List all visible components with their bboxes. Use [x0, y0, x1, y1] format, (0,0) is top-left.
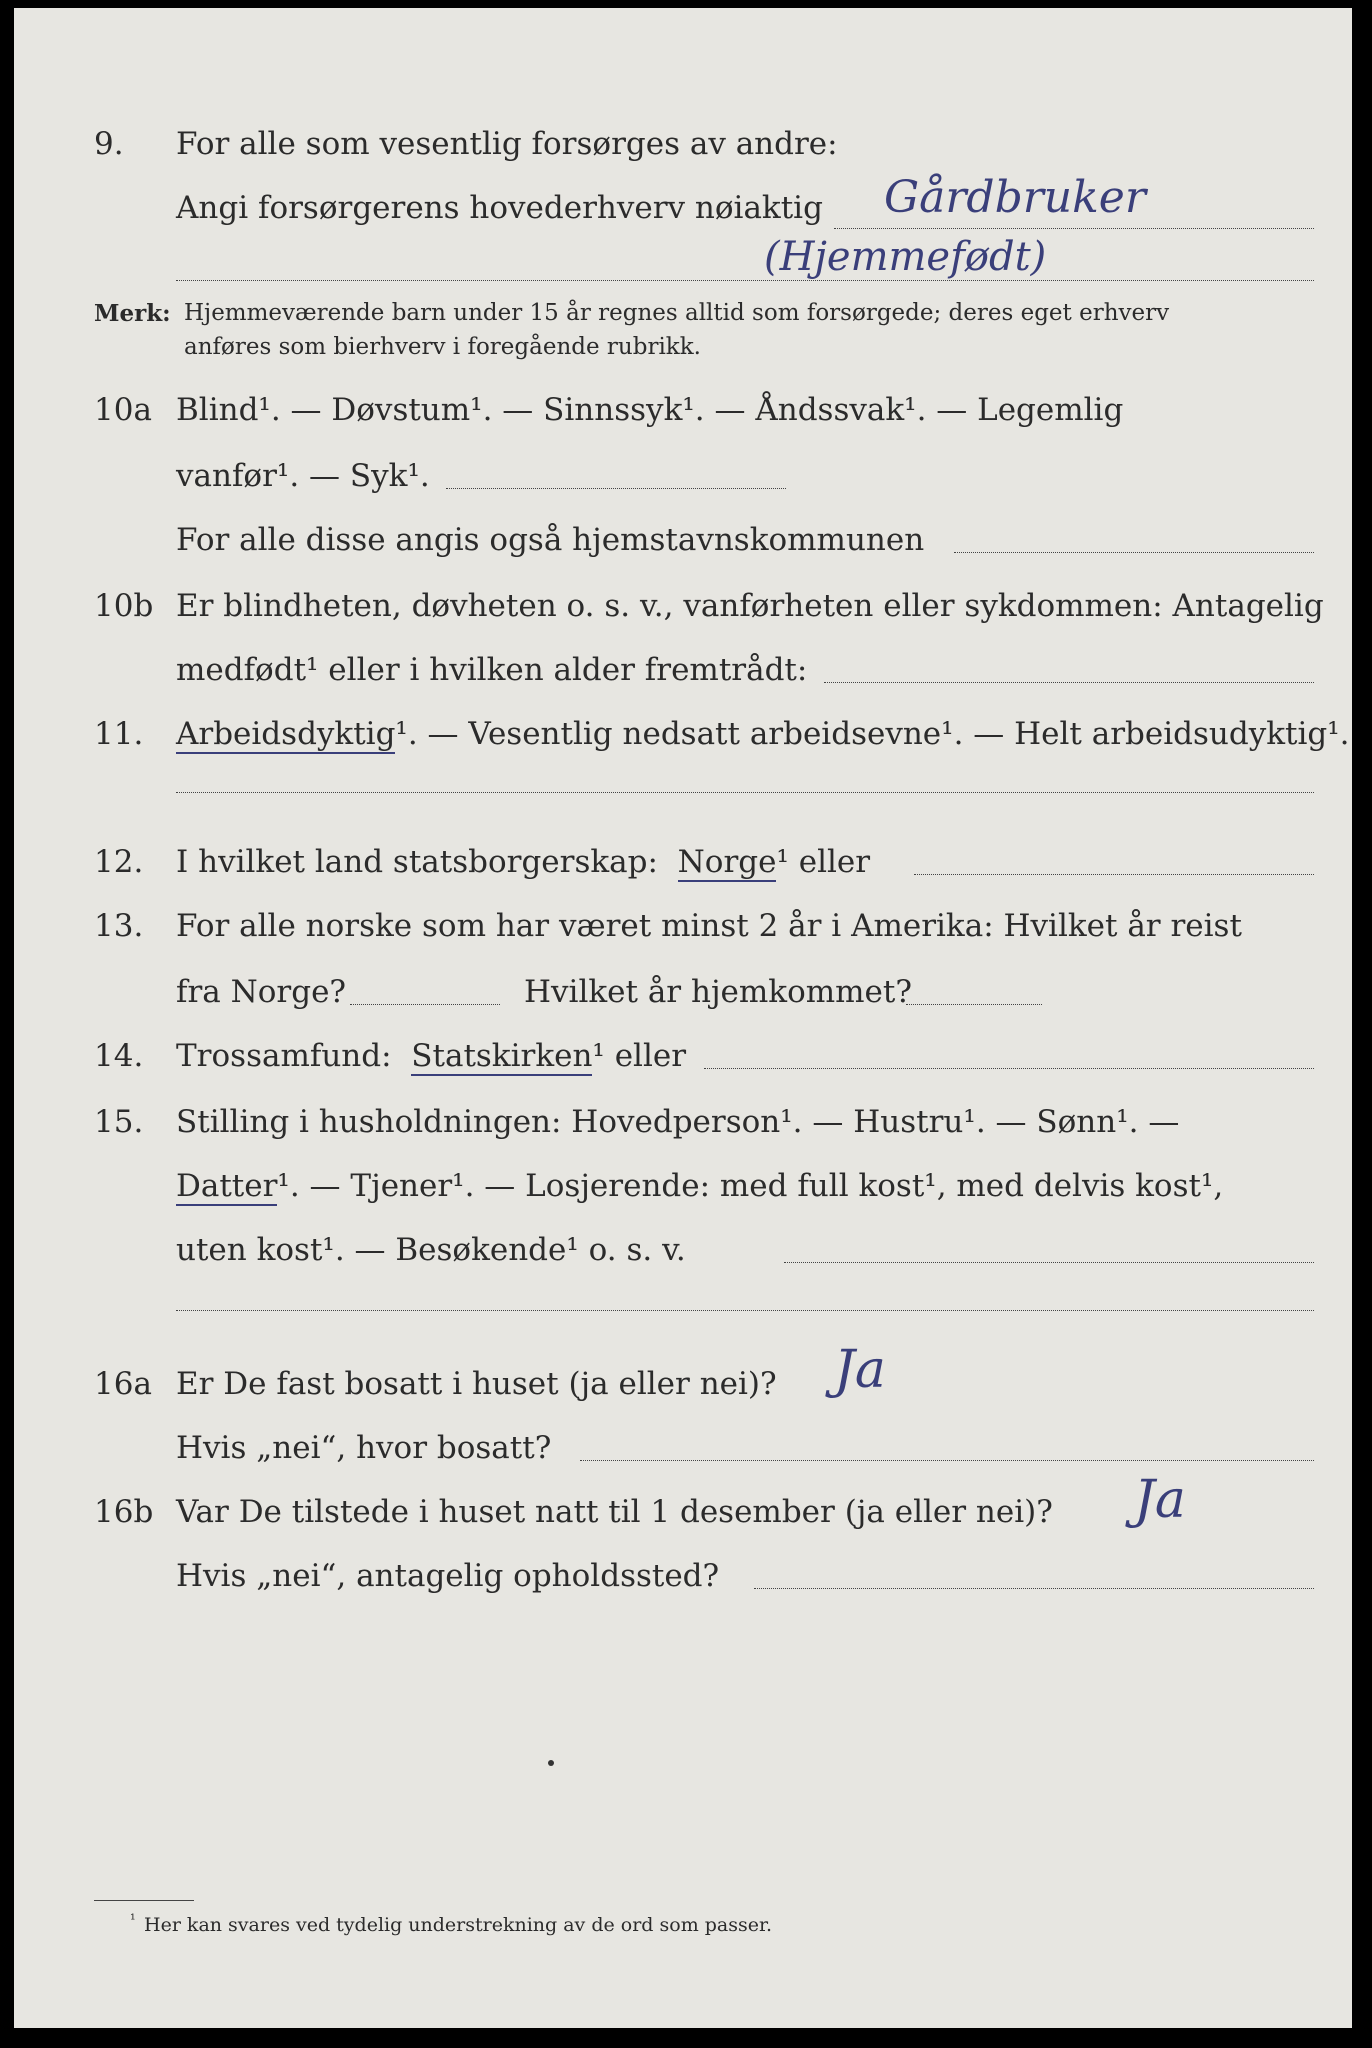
q14-underlined-answer: Statskirken	[411, 1038, 593, 1074]
q13-line-2a: fra Norge?	[176, 974, 347, 1010]
q12-number: 12.	[94, 844, 144, 880]
q11-row	[14, 706, 1352, 762]
q9-line-2: Angi forsørgerens hovederhverv nøiaktig	[176, 190, 823, 226]
q10b-line-2: medfødt¹ eller i hvilken alder fremtrådt:	[176, 652, 808, 688]
q15-line-3: uten kost¹. — Besøkende¹ o. s. v.	[176, 1232, 686, 1268]
q12-row	[14, 834, 1352, 890]
q16a-row-1	[14, 1340, 1352, 1412]
q16b-line-1: Var De tilstede i huset natt til 1 desember (ja eller nei)?	[176, 1494, 1053, 1530]
ink-dot	[548, 1760, 554, 1766]
q14-answer-line	[704, 1068, 1314, 1069]
q16a-line-1: Er De fast bosatt i huset (ja eller nei)?	[176, 1366, 777, 1402]
q13-emigration-line	[350, 1004, 500, 1005]
q15-line-2	[176, 1168, 1223, 1204]
q16a-row-2	[14, 1420, 1352, 1476]
q15-line-1: Stilling i husholdningen: Hovedperson¹. — Hustru¹. — Sønn¹. —	[176, 1104, 1180, 1140]
q9-row-2	[14, 172, 1352, 236]
q14-number: 14.	[94, 1038, 144, 1074]
q9-answer-line	[834, 228, 1314, 229]
q13-row-2	[14, 964, 1352, 1020]
q16b-row-1	[14, 1470, 1352, 1540]
merk-line-2: anføres som bierhverv i foregående rubrikk.	[184, 334, 701, 360]
q13-line-1: For alle norske som har været minst 2 år i Amerika: Hvilket år reist	[176, 908, 1242, 944]
q14-pre: Trossamfund:	[176, 1038, 392, 1074]
q11-rest: ¹. — Vesentlig nedsatt arbeidsevne¹. — Helt arbeidsudyktig¹.	[395, 716, 1350, 752]
q10a-answer-line	[446, 488, 786, 489]
q15-line-2-rest: ¹. — Tjener¹. — Losjerende: med full kost¹, med delvis kost¹,	[277, 1168, 1224, 1204]
q15-number: 15.	[94, 1104, 144, 1140]
merk-line-1: Hjemmeværende barn under 15 år regnes alltid som forsørgede; deres eget erhverv	[184, 300, 1170, 326]
footnote-text: Her kan svares ved tydelig understrekning av de ord som passer.	[144, 1914, 773, 1936]
q11-underlined-answer: Arbeidsdyktig	[176, 716, 396, 752]
q16b-number: 16b	[94, 1494, 154, 1530]
footnote-mark: ¹	[130, 1912, 136, 1928]
q16b-handwritten-answer: Ja	[1134, 1470, 1186, 1530]
q10b-number: 10b	[94, 588, 154, 624]
q14-row	[14, 1028, 1352, 1084]
q10a-number: 10a	[94, 392, 152, 428]
q10a-hometown-line	[954, 552, 1314, 553]
q9-line-1: For alle som vesentlig forsørges av andre:	[176, 126, 838, 162]
q13-line-2b: Hvilket år hjemkommet?	[524, 974, 912, 1010]
q10b-row-2	[14, 642, 1352, 698]
q10a-row-3	[14, 512, 1352, 568]
census-form-page	[14, 8, 1352, 2028]
q15-row-2	[14, 1158, 1352, 1214]
q12-post: ¹ eller	[776, 844, 871, 880]
footnote-rule	[94, 1900, 194, 1901]
q16b-row-2	[14, 1548, 1352, 1604]
q16a-answer-line	[580, 1460, 1314, 1461]
q10a-row-1	[14, 382, 1352, 438]
q13-row-1	[14, 898, 1352, 954]
q11-extra-line	[176, 792, 1314, 793]
q9-row-1	[14, 116, 1352, 172]
q12-answer-line	[914, 874, 1314, 875]
q10b-answer-line	[824, 682, 1314, 683]
q16a-line-2: Hvis „nei“, hvor bosatt?	[176, 1430, 552, 1466]
q13-number: 13.	[94, 908, 144, 944]
q9-number: 9.	[94, 126, 124, 162]
q15-row-1	[14, 1094, 1352, 1150]
q10b-line-1: Er blindheten, døvheten o. s. v., vanførheten eller sykdommen: Antagelig	[176, 588, 1324, 624]
q16a-number: 16a	[94, 1366, 152, 1402]
q15-underlined-answer: Datter	[176, 1168, 278, 1204]
q15-row-3	[14, 1222, 1352, 1278]
q9-answer-line-2	[176, 280, 1314, 281]
q9-handwritten-occupation: Gårdbruker	[884, 172, 1146, 223]
q16b-line-2: Hvis „nei“, antagelig opholdssted?	[176, 1558, 720, 1594]
q14-text	[176, 1038, 686, 1074]
q10a-line-3: For alle disse angis også hjemstavnskommunen	[176, 522, 925, 558]
q10b-row-1	[14, 578, 1352, 634]
merk-label: Merk:	[94, 300, 171, 327]
q13-return-line	[906, 1004, 1042, 1005]
q14-post: ¹ eller	[592, 1038, 687, 1074]
q12-underlined-answer: Norge	[677, 844, 777, 880]
q15-extra-line	[176, 1310, 1314, 1311]
q15-answer-line	[784, 1262, 1314, 1263]
q9-handwritten-note: (Hjemmefødt)	[764, 234, 1047, 280]
q9-row-3	[14, 236, 1352, 292]
q16a-handwritten-answer: Ja	[834, 1340, 886, 1400]
q12-pre: I hvilket land statsborgerskap:	[176, 844, 658, 880]
q10a-line-1: Blind¹. — Døvstum¹. — Sinnssyk¹. — Åndssvak¹. — Legemlig	[176, 392, 1124, 428]
q10a-row-2	[14, 448, 1352, 504]
q12-text	[176, 844, 870, 880]
q11-number: 11.	[94, 716, 144, 752]
q16b-answer-line	[754, 1588, 1314, 1589]
q11-text	[176, 716, 1350, 752]
q10a-line-2: vanfør¹. — Syk¹.	[176, 458, 430, 494]
